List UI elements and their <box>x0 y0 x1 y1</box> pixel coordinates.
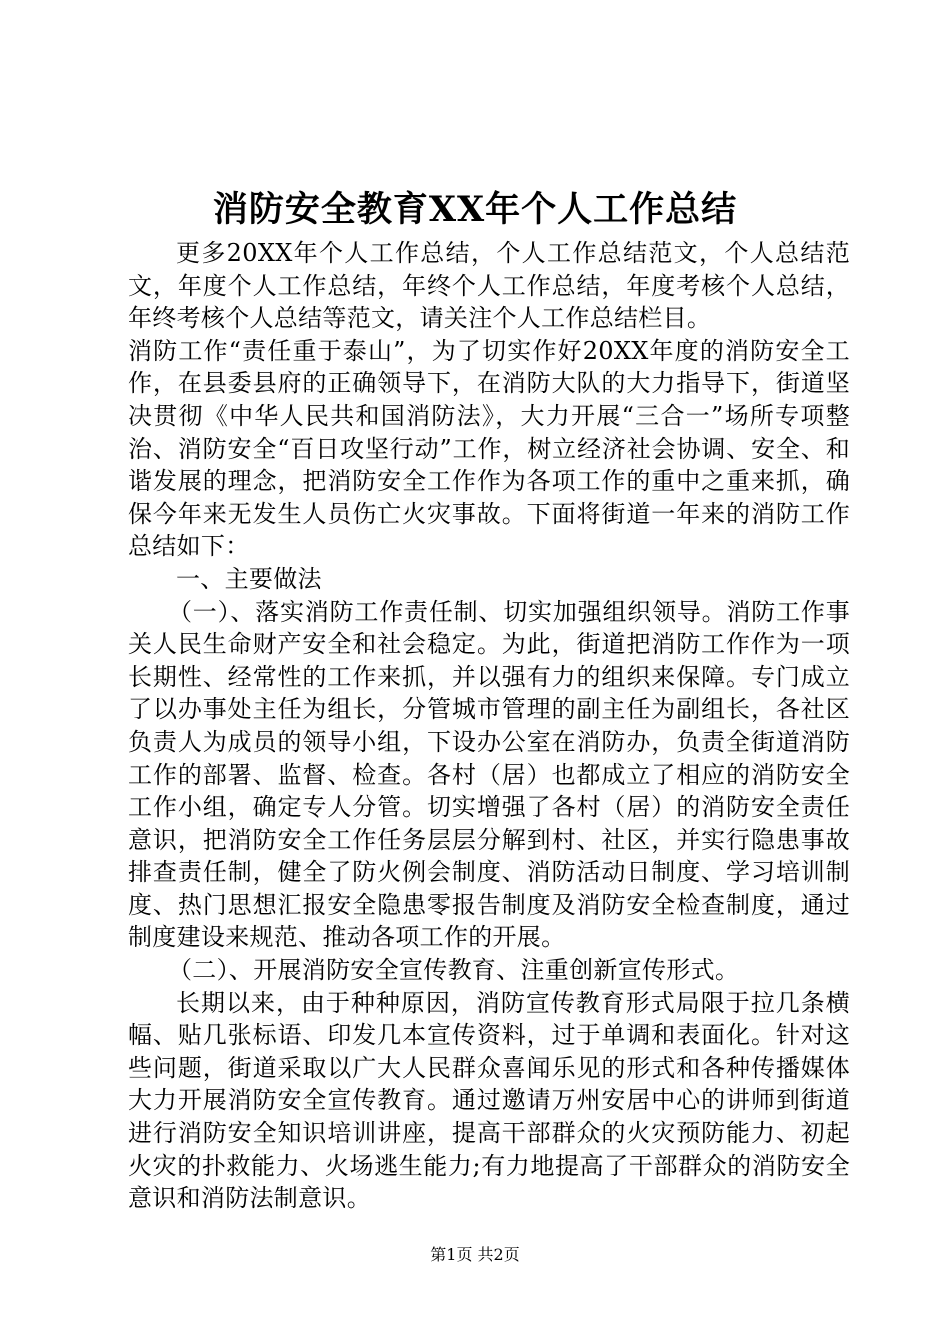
overview-paragraph: 消防工作“责任重于泰山”，为了切实作好20XX年度的消防安全工作，在县委县府的正确领导下，在消防大队的大力指导下，街道坚决贯彻《中华人民共和国消防法》，大力开展“三合一”场所专项整治、消防安全“百日攻坚行动”工作，树立经济社会协调、安全、和谐发展的理念，把消防安全工作作为各项工作的重中之重来抓，确保今年来无发生人员伤亡火灾事故。下面将街道一年来的消防工作总结如下： <box>128 336 850 561</box>
subsection-two-heading: （二）、开展消防安全宣传教育、注重创新宣传形式。 <box>168 956 740 985</box>
subsection-one-paragraph: （一）、落实消防工作责任制、切实加强组织领导。消防工作事关人民生命财产安全和社会稳定。为此，街道把消防工作作为一项长期性、经常性的工作来抓，并以强有力的组织来保障。专门成立了以办事处主任为组长，分管城市管理的副主任为副组长，各社区负责人为成员的领导小组，下设办公室在消防办，负责全街道消防工作的部署、监督、检查。各村（居）也都成立了相应的消防安全工作小组，确定专人分管。切实增强了各村（居）的消防安全责任意识，把消防安全工作任务层层分解到村、社区，并实行隐患事故排查责任制，健全了防火例会制度、消防活动日制度、学习培训制度、热门思想汇报安全隐患零报告制度及消防安全检查制度，通过制度建设来规范、推动各项工作的开展。 <box>128 597 850 952</box>
section-heading: 一、主要做法 <box>176 564 322 593</box>
subsection-two-paragraph: 长期以来，由于种种原因，消防宣传教育形式局限于拉几条横幅、贴几张标语、印发几本宣传资料，过于单调和表面化。针对这些问题，街道采取以广大人民群众喜闻乐见的形式和各种传播媒体大力开展消防安全宣传教育。通过邀请万州安居中心的讲师到街道进行消防安全知识培训讲座，提高干部群众的火灾预防能力、初起火灾的扑救能力、火场逃生能力;有力地提高了干部群众的消防安全意识和消防法制意识。 <box>128 988 850 1213</box>
document-body <box>128 237 850 1215</box>
page-number-footer: 第1页 共2页 <box>430 1245 520 1264</box>
intro-paragraph: 更多20XX年个人工作总结，个人工作总结范文，个人总结范文，年度个人工作总结，年终个人工作总结，年度考核个人总结，年终考核个人总结等范文，请关注个人工作总结栏目。 <box>128 239 850 333</box>
document-title: 消防安全教育XX年个人工作总结 <box>212 189 738 230</box>
